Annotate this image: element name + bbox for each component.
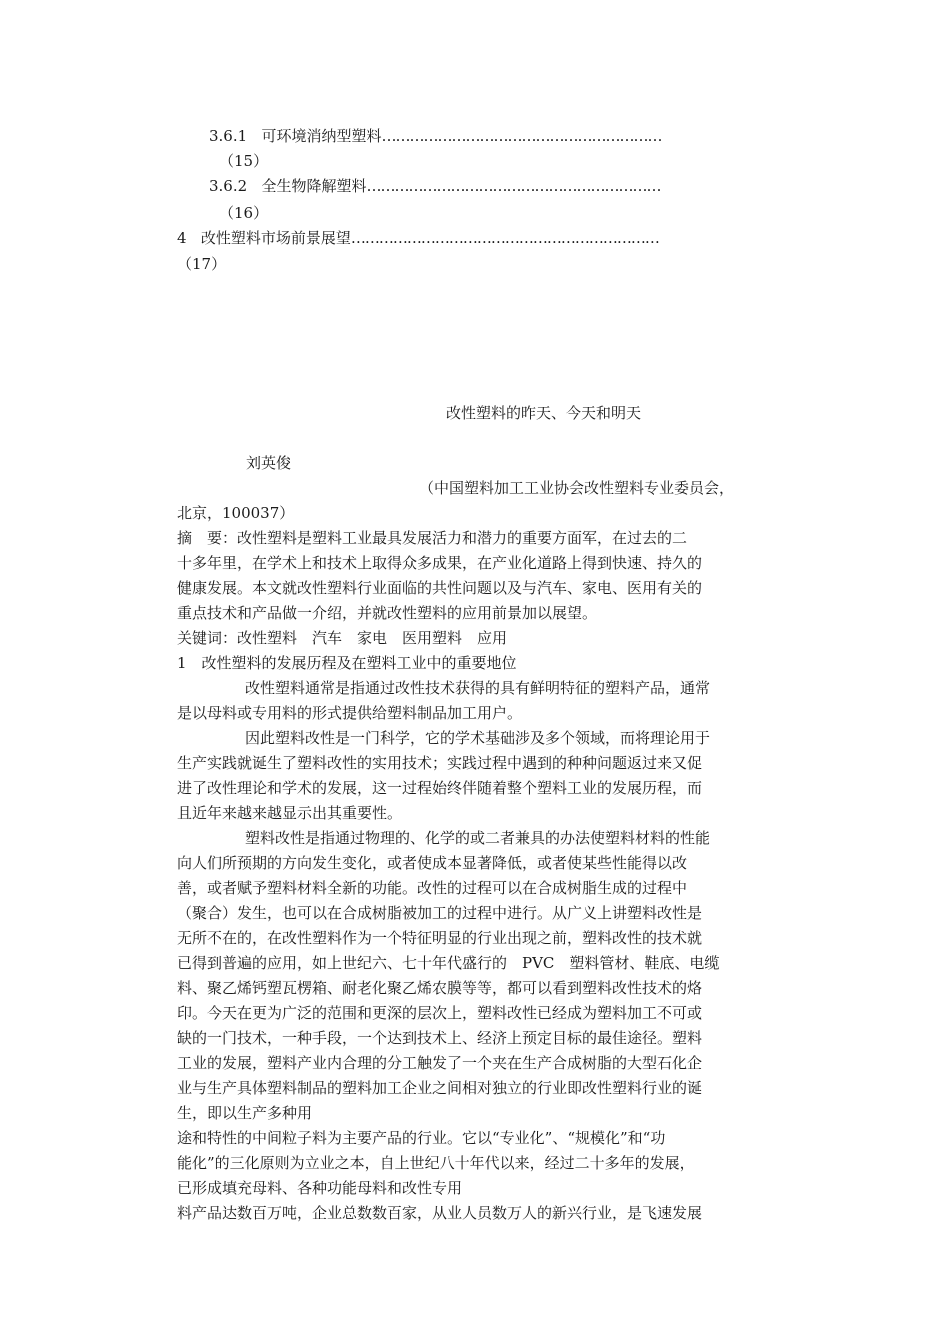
paragraph-line: 是以母料或专用料的形式提供给塑料制品加工用户。 bbox=[177, 704, 523, 722]
toc-page-number: （15） bbox=[219, 152, 269, 170]
abstract-line: 十多年里，在学术上和技术上取得众多成果，在产业化道路上得到快速、持久的 bbox=[177, 554, 703, 572]
toc-entry-4 bbox=[177, 227, 659, 249]
paragraph-line: 料产品达数百万吨，企业总数数百家，从业人员数万人的新兴行业，是飞速发展 bbox=[177, 1204, 703, 1222]
paragraph-line: 善，或者赋予塑料材料全新的功能。改性的过程可以在合成树脂生成的过程中 bbox=[177, 879, 688, 897]
toc-page-number: （17） bbox=[177, 255, 227, 273]
toc-title: 全生物降解塑料 bbox=[261, 177, 367, 195]
paragraph-line: 塑料改性是指通过物理的、化学的或二者兼具的办法使塑料材料的性能 bbox=[245, 829, 711, 847]
paragraph-line: 且近年来越来越显示出其重要性。 bbox=[177, 804, 403, 822]
toc-number: 3.6.2 bbox=[209, 177, 248, 195]
paragraph-line: 途和特性的中间粒子料为主要产品的行业。它以“专业化”、“规模化”和“功 bbox=[177, 1129, 666, 1147]
toc-number: 4 bbox=[177, 229, 187, 247]
paragraph-line: 向人们所预期的方向发生变化，或者使成本显著降低，或者使某些性能得以改 bbox=[177, 854, 688, 872]
toc-page-number: （16） bbox=[219, 204, 269, 222]
paragraph-line: 印。今天在更为广泛的范围和更深的层次上，塑料改性已经成为塑料加工不可或 bbox=[177, 1004, 703, 1022]
paragraph-line: 生产实践就诞生了塑料改性的实用技术；实践过程中遇到的种种问题返过来又促 bbox=[177, 754, 703, 772]
abstract-line: 健康发展。本文就改性塑料行业面临的共性问题以及与汽车、家电、医用有关的 bbox=[177, 579, 703, 597]
article-title: 改性塑料的昨天、今天和明天 bbox=[446, 404, 642, 422]
abstract-line: 重点技术和产品做一介绍，并就改性塑料的应用前景加以展望。 bbox=[177, 604, 598, 622]
paragraph-line: 改性塑料通常是指通过改性技术获得的具有鲜明特征的塑料产品，通常 bbox=[245, 679, 711, 697]
paragraph-line: 进了改性理论和学术的发展，这一过程始终伴随着整个塑料工业的发展历程，而 bbox=[177, 779, 703, 797]
paragraph-line: 生，即以生产多种用 bbox=[177, 1104, 313, 1122]
abstract-line: 摘 要：改性塑料是塑料工业最具发展活力和潜力的重要方面军，在过去的二 bbox=[177, 529, 688, 547]
paragraph-line: 缺的一门技术，一种手段，一个达到技术上、经济上预定目标的最佳途径。塑料 bbox=[177, 1029, 703, 1047]
toc-entry-3-6-2 bbox=[209, 175, 661, 197]
paragraph-line: 料、聚乙烯钙塑瓦楞箱、耐老化聚乙烯农膜等等，都可以看到塑料改性技术的烙 bbox=[177, 979, 703, 997]
paragraph-line: 能化”的三化原则为立业之本，自上世纪八十年代以来，经过二十多年的发展， bbox=[177, 1154, 695, 1172]
toc-leader-dots: …………………………………………………… bbox=[381, 127, 662, 145]
paragraph-line: 已得到普遍的应用，如上世纪六、七十年代盛行的 PVC 塑料管材、鞋底、电缆 bbox=[177, 954, 720, 972]
toc-leader-dots: ………………………………………………………… bbox=[350, 229, 659, 247]
article-author: 刘英俊 bbox=[246, 454, 292, 472]
paragraph-line: 因此塑料改性是一门科学，它的学术基础涉及多个领域，而将理论用于 bbox=[245, 729, 711, 747]
paragraph-line: （聚合）发生，也可以在合成树脂被加工的过程中进行。从广义上讲塑料改性是 bbox=[177, 904, 703, 922]
article-affiliation: （中国塑料加工工业协会改性塑料专业委员会， bbox=[419, 479, 735, 497]
toc-entry-3-6-1 bbox=[209, 125, 662, 147]
keywords: 关键词：改性塑料 汽车 家电 医用塑料 应用 bbox=[177, 629, 508, 647]
paragraph-line: 无所不在的，在改性塑料作为一个特征明显的行业出现之前，塑料改性的技术就 bbox=[177, 929, 703, 947]
paragraph-line: 已形成填充母料、各种功能母料和改性专用 bbox=[177, 1179, 463, 1197]
toc-title: 可环境消纳型塑料 bbox=[261, 127, 382, 145]
paragraph-line: 工业的发展，塑料产业内合理的分工触发了一个夹在生产合成树脂的大型石化企 bbox=[177, 1054, 703, 1072]
toc-title: 改性塑料市场前景展望 bbox=[200, 229, 351, 247]
paragraph-line: 业与生产具体塑料制品的塑料加工企业之间相对独立的行业即改性塑料行业的诞 bbox=[177, 1079, 703, 1097]
article-affiliation-cont: 北京，100037） bbox=[177, 504, 295, 522]
toc-number: 3.6.1 bbox=[209, 127, 248, 145]
toc-leader-dots: ……………………………………………………… bbox=[366, 177, 661, 195]
section-heading: 1 改性塑料的发展历程及在塑料工业中的重要地位 bbox=[177, 654, 517, 672]
